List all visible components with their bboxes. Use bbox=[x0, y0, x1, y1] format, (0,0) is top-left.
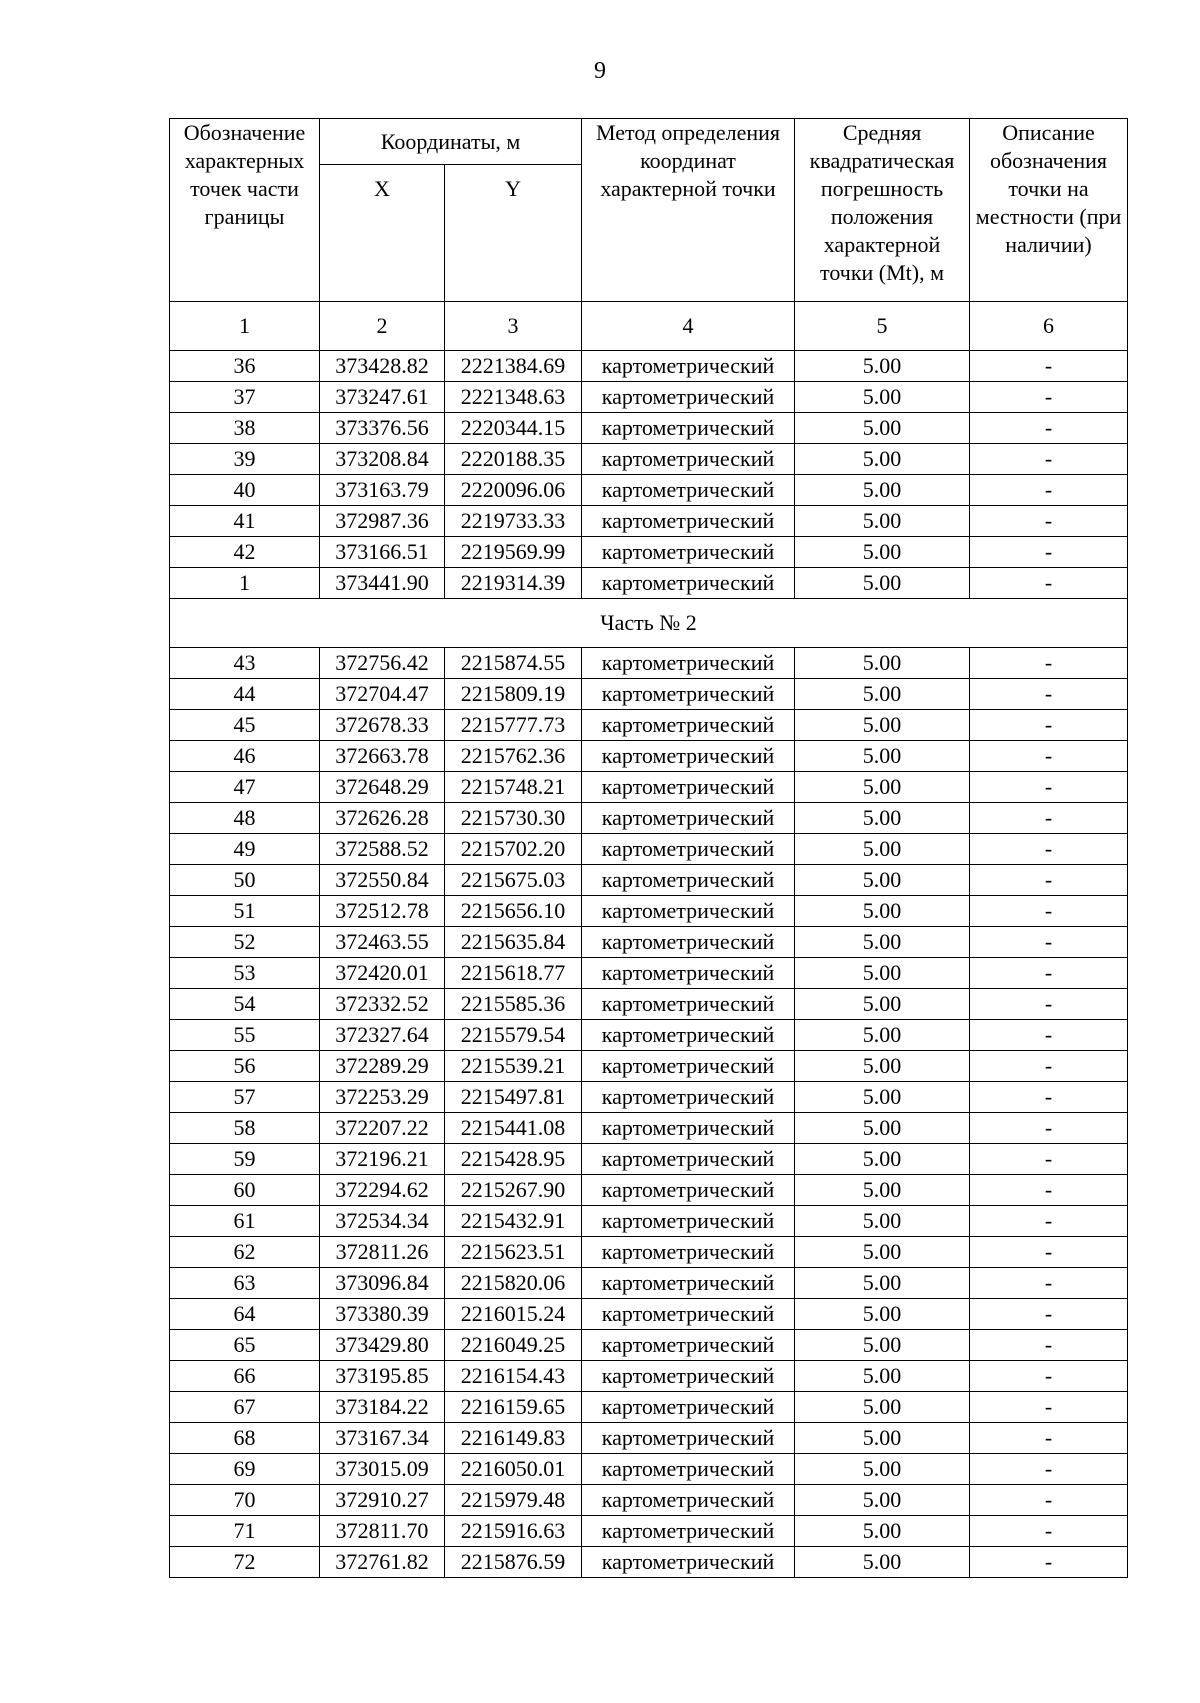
description-cell: - bbox=[970, 1082, 1128, 1113]
error-cell: 5.00 bbox=[795, 475, 970, 506]
method-cell: картометрический bbox=[582, 1361, 795, 1392]
error-cell: 5.00 bbox=[795, 1051, 970, 1082]
description-cell: - bbox=[970, 1516, 1128, 1547]
point-number-cell: 52 bbox=[170, 927, 320, 958]
method-cell: картометрический bbox=[582, 710, 795, 741]
y-coordinate-cell: 2220344.15 bbox=[445, 413, 582, 444]
point-number-cell: 56 bbox=[170, 1051, 320, 1082]
x-coordinate-cell: 372534.34 bbox=[320, 1206, 445, 1237]
table-row bbox=[170, 568, 1128, 599]
error-cell: 5.00 bbox=[795, 506, 970, 537]
point-number-cell: 43 bbox=[170, 648, 320, 679]
description-cell: - bbox=[970, 537, 1128, 568]
x-coordinate-cell: 372663.78 bbox=[320, 741, 445, 772]
x-coordinate-cell: 372756.42 bbox=[320, 648, 445, 679]
table-row bbox=[170, 1268, 1128, 1299]
x-coordinate-cell: 372196.21 bbox=[320, 1144, 445, 1175]
table-row bbox=[170, 537, 1128, 568]
method-cell: картометрический bbox=[582, 803, 795, 834]
table-row bbox=[170, 1051, 1128, 1082]
x-coordinate-cell: 372207.22 bbox=[320, 1113, 445, 1144]
table-row bbox=[170, 1144, 1128, 1175]
x-coordinate-cell: 373208.84 bbox=[320, 444, 445, 475]
table-row bbox=[170, 648, 1128, 679]
error-cell: 5.00 bbox=[795, 1020, 970, 1051]
header-description: Описание обозначения точки на местности (при наличии) bbox=[970, 119, 1128, 302]
point-number-cell: 1 bbox=[170, 568, 320, 599]
y-coordinate-cell: 2215762.36 bbox=[445, 741, 582, 772]
error-cell: 5.00 bbox=[795, 1268, 970, 1299]
description-cell: - bbox=[970, 710, 1128, 741]
description-cell: - bbox=[970, 1268, 1128, 1299]
description-cell: - bbox=[970, 865, 1128, 896]
point-number-cell: 62 bbox=[170, 1237, 320, 1268]
description-cell: - bbox=[970, 834, 1128, 865]
y-coordinate-cell: 2216050.01 bbox=[445, 1454, 582, 1485]
header-coordinates: Координаты, м bbox=[320, 119, 582, 165]
description-cell: - bbox=[970, 803, 1128, 834]
description-cell: - bbox=[970, 958, 1128, 989]
table-row bbox=[170, 679, 1128, 710]
method-cell: картометрический bbox=[582, 413, 795, 444]
table-row bbox=[170, 1454, 1128, 1485]
y-coordinate-cell: 2215585.36 bbox=[445, 989, 582, 1020]
x-coordinate-cell: 372811.70 bbox=[320, 1516, 445, 1547]
y-coordinate-cell: 2215432.91 bbox=[445, 1206, 582, 1237]
description-cell: - bbox=[970, 772, 1128, 803]
error-cell: 5.00 bbox=[795, 989, 970, 1020]
point-number-cell: 63 bbox=[170, 1268, 320, 1299]
point-number-cell: 42 bbox=[170, 537, 320, 568]
description-cell: - bbox=[970, 506, 1128, 537]
y-coordinate-cell: 2215777.73 bbox=[445, 710, 582, 741]
method-cell: картометрический bbox=[582, 1020, 795, 1051]
table-row bbox=[170, 1206, 1128, 1237]
y-coordinate-cell: 2215497.81 bbox=[445, 1082, 582, 1113]
method-cell: картометрический bbox=[582, 958, 795, 989]
y-coordinate-cell: 2221348.63 bbox=[445, 382, 582, 413]
error-cell: 5.00 bbox=[795, 1423, 970, 1454]
description-cell: - bbox=[970, 648, 1128, 679]
point-number-cell: 44 bbox=[170, 679, 320, 710]
method-cell: картометрический bbox=[582, 1082, 795, 1113]
point-number-cell: 67 bbox=[170, 1392, 320, 1423]
method-cell: картометрический bbox=[582, 506, 795, 537]
table-row bbox=[170, 1547, 1128, 1578]
error-cell: 5.00 bbox=[795, 648, 970, 679]
method-cell: картометрический bbox=[582, 1268, 795, 1299]
error-cell: 5.00 bbox=[795, 1299, 970, 1330]
y-coordinate-cell: 2215635.84 bbox=[445, 927, 582, 958]
method-cell: картометрический bbox=[582, 568, 795, 599]
point-number-cell: 61 bbox=[170, 1206, 320, 1237]
section-row bbox=[170, 599, 1128, 648]
y-coordinate-cell: 2215441.08 bbox=[445, 1113, 582, 1144]
description-cell: - bbox=[970, 1175, 1128, 1206]
point-number-cell: 64 bbox=[170, 1299, 320, 1330]
y-coordinate-cell: 2215979.48 bbox=[445, 1485, 582, 1516]
table-row bbox=[170, 1299, 1128, 1330]
y-coordinate-cell: 2215916.63 bbox=[445, 1516, 582, 1547]
error-cell: 5.00 bbox=[795, 710, 970, 741]
x-coordinate-cell: 372678.33 bbox=[320, 710, 445, 741]
point-number-cell: 39 bbox=[170, 444, 320, 475]
table-row bbox=[170, 1175, 1128, 1206]
y-coordinate-cell: 2219314.39 bbox=[445, 568, 582, 599]
method-cell: картометрический bbox=[582, 351, 795, 382]
method-cell: картометрический bbox=[582, 741, 795, 772]
error-cell: 5.00 bbox=[795, 741, 970, 772]
x-coordinate-cell: 372294.62 bbox=[320, 1175, 445, 1206]
y-coordinate-cell: 2215702.20 bbox=[445, 834, 582, 865]
table-row bbox=[170, 834, 1128, 865]
error-cell: 5.00 bbox=[795, 1485, 970, 1516]
y-coordinate-cell: 2216149.83 bbox=[445, 1423, 582, 1454]
point-number-cell: 70 bbox=[170, 1485, 320, 1516]
table-row bbox=[170, 741, 1128, 772]
error-cell: 5.00 bbox=[795, 1144, 970, 1175]
x-coordinate-cell: 373380.39 bbox=[320, 1299, 445, 1330]
table-row bbox=[170, 989, 1128, 1020]
method-cell: картометрический bbox=[582, 537, 795, 568]
header-point: Обозначение характерных точек части границы bbox=[170, 119, 320, 302]
table-row bbox=[170, 1485, 1128, 1516]
point-number-cell: 72 bbox=[170, 1547, 320, 1578]
error-cell: 5.00 bbox=[795, 803, 970, 834]
y-coordinate-cell: 2220188.35 bbox=[445, 444, 582, 475]
table-row bbox=[170, 1082, 1128, 1113]
table-row bbox=[170, 1361, 1128, 1392]
point-number-cell: 46 bbox=[170, 741, 320, 772]
method-cell: картометрический bbox=[582, 1423, 795, 1454]
y-coordinate-cell: 2215730.30 bbox=[445, 803, 582, 834]
y-coordinate-cell: 2215623.51 bbox=[445, 1237, 582, 1268]
table-row bbox=[170, 351, 1128, 382]
y-coordinate-cell: 2215874.55 bbox=[445, 648, 582, 679]
description-cell: - bbox=[970, 382, 1128, 413]
x-coordinate-cell: 372289.29 bbox=[320, 1051, 445, 1082]
coordinates-table bbox=[169, 118, 1128, 1578]
table-row bbox=[170, 772, 1128, 803]
point-number-cell: 71 bbox=[170, 1516, 320, 1547]
error-cell: 5.00 bbox=[795, 1175, 970, 1206]
method-cell: картометрический bbox=[582, 475, 795, 506]
table-row bbox=[170, 865, 1128, 896]
description-cell: - bbox=[970, 1330, 1128, 1361]
description-cell: - bbox=[970, 989, 1128, 1020]
error-cell: 5.00 bbox=[795, 1392, 970, 1423]
description-cell: - bbox=[970, 1144, 1128, 1175]
method-cell: картометрический bbox=[582, 1330, 795, 1361]
x-coordinate-cell: 373015.09 bbox=[320, 1454, 445, 1485]
description-cell: - bbox=[970, 679, 1128, 710]
method-cell: картометрический bbox=[582, 865, 795, 896]
description-cell: - bbox=[970, 1020, 1128, 1051]
description-cell: - bbox=[970, 1454, 1128, 1485]
x-coordinate-cell: 373428.82 bbox=[320, 351, 445, 382]
description-cell: - bbox=[970, 1361, 1128, 1392]
table-row bbox=[170, 444, 1128, 475]
point-number-cell: 54 bbox=[170, 989, 320, 1020]
description-cell: - bbox=[970, 444, 1128, 475]
point-number-cell: 41 bbox=[170, 506, 320, 537]
column-number-row bbox=[170, 302, 1128, 351]
point-number-cell: 65 bbox=[170, 1330, 320, 1361]
description-cell: - bbox=[970, 1113, 1128, 1144]
error-cell: 5.00 bbox=[795, 865, 970, 896]
method-cell: картометрический bbox=[582, 1175, 795, 1206]
error-cell: 5.00 bbox=[795, 772, 970, 803]
point-number-cell: 58 bbox=[170, 1113, 320, 1144]
table-row bbox=[170, 1392, 1128, 1423]
x-coordinate-cell: 373376.56 bbox=[320, 413, 445, 444]
column-number: 1 bbox=[170, 302, 320, 351]
y-coordinate-cell: 2215675.03 bbox=[445, 865, 582, 896]
method-cell: картометрический bbox=[582, 1113, 795, 1144]
y-coordinate-cell: 2215809.19 bbox=[445, 679, 582, 710]
error-cell: 5.00 bbox=[795, 537, 970, 568]
x-coordinate-cell: 372327.64 bbox=[320, 1020, 445, 1051]
y-coordinate-cell: 2215618.77 bbox=[445, 958, 582, 989]
x-coordinate-cell: 372420.01 bbox=[320, 958, 445, 989]
x-coordinate-cell: 372811.26 bbox=[320, 1237, 445, 1268]
error-cell: 5.00 bbox=[795, 679, 970, 710]
description-cell: - bbox=[970, 1423, 1128, 1454]
error-cell: 5.00 bbox=[795, 1206, 970, 1237]
header-method: Метод определения координат характерной точки bbox=[582, 119, 795, 302]
header-error: Средняя квадратическая погрешность положения характерной точки (Mt), м bbox=[795, 119, 970, 302]
description-cell: - bbox=[970, 1485, 1128, 1516]
x-coordinate-cell: 372253.29 bbox=[320, 1082, 445, 1113]
table-row bbox=[170, 1516, 1128, 1547]
point-number-cell: 68 bbox=[170, 1423, 320, 1454]
table-body bbox=[170, 302, 1128, 1578]
x-coordinate-cell: 372588.52 bbox=[320, 834, 445, 865]
description-cell: - bbox=[970, 1237, 1128, 1268]
description-cell: - bbox=[970, 1392, 1128, 1423]
method-cell: картометрический bbox=[582, 1051, 795, 1082]
x-coordinate-cell: 373163.79 bbox=[320, 475, 445, 506]
method-cell: картометрический bbox=[582, 772, 795, 803]
point-number-cell: 55 bbox=[170, 1020, 320, 1051]
table-row bbox=[170, 382, 1128, 413]
y-coordinate-cell: 2215876.59 bbox=[445, 1547, 582, 1578]
error-cell: 5.00 bbox=[795, 1454, 970, 1485]
y-coordinate-cell: 2216154.43 bbox=[445, 1361, 582, 1392]
point-number-cell: 38 bbox=[170, 413, 320, 444]
point-number-cell: 60 bbox=[170, 1175, 320, 1206]
table-row bbox=[170, 1423, 1128, 1454]
column-number: 6 bbox=[970, 302, 1128, 351]
method-cell: картометрический bbox=[582, 896, 795, 927]
method-cell: картометрический bbox=[582, 1144, 795, 1175]
column-number: 4 bbox=[582, 302, 795, 351]
error-cell: 5.00 bbox=[795, 382, 970, 413]
y-coordinate-cell: 2220096.06 bbox=[445, 475, 582, 506]
description-cell: - bbox=[970, 568, 1128, 599]
error-cell: 5.00 bbox=[795, 413, 970, 444]
x-coordinate-cell: 373184.22 bbox=[320, 1392, 445, 1423]
x-coordinate-cell: 372910.27 bbox=[320, 1485, 445, 1516]
method-cell: картометрический bbox=[582, 1485, 795, 1516]
table-row bbox=[170, 475, 1128, 506]
method-cell: картометрический bbox=[582, 648, 795, 679]
point-number-cell: 48 bbox=[170, 803, 320, 834]
page-number: 9 bbox=[594, 58, 606, 84]
description-cell: - bbox=[970, 475, 1128, 506]
y-coordinate-cell: 2219733.33 bbox=[445, 506, 582, 537]
y-coordinate-cell: 2219569.99 bbox=[445, 537, 582, 568]
header-x: X bbox=[320, 165, 445, 302]
y-coordinate-cell: 2215539.21 bbox=[445, 1051, 582, 1082]
x-coordinate-cell: 373195.85 bbox=[320, 1361, 445, 1392]
x-coordinate-cell: 372987.36 bbox=[320, 506, 445, 537]
error-cell: 5.00 bbox=[795, 444, 970, 475]
point-number-cell: 59 bbox=[170, 1144, 320, 1175]
method-cell: картометрический bbox=[582, 382, 795, 413]
y-coordinate-cell: 2215820.06 bbox=[445, 1268, 582, 1299]
error-cell: 5.00 bbox=[795, 1113, 970, 1144]
x-coordinate-cell: 373247.61 bbox=[320, 382, 445, 413]
error-cell: 5.00 bbox=[795, 1330, 970, 1361]
table-row bbox=[170, 710, 1128, 741]
x-coordinate-cell: 372761.82 bbox=[320, 1547, 445, 1578]
method-cell: картометрический bbox=[582, 1206, 795, 1237]
x-coordinate-cell: 373441.90 bbox=[320, 568, 445, 599]
x-coordinate-cell: 373166.51 bbox=[320, 537, 445, 568]
header-y: Y bbox=[445, 165, 582, 302]
x-coordinate-cell: 373096.84 bbox=[320, 1268, 445, 1299]
error-cell: 5.00 bbox=[795, 1361, 970, 1392]
point-number-cell: 69 bbox=[170, 1454, 320, 1485]
error-cell: 5.00 bbox=[795, 351, 970, 382]
error-cell: 5.00 bbox=[795, 568, 970, 599]
error-cell: 5.00 bbox=[795, 958, 970, 989]
method-cell: картометрический bbox=[582, 679, 795, 710]
description-cell: - bbox=[970, 351, 1128, 382]
description-cell: - bbox=[970, 1547, 1128, 1578]
point-number-cell: 49 bbox=[170, 834, 320, 865]
column-number: 2 bbox=[320, 302, 445, 351]
y-coordinate-cell: 2215428.95 bbox=[445, 1144, 582, 1175]
column-number: 5 bbox=[795, 302, 970, 351]
x-coordinate-cell: 372332.52 bbox=[320, 989, 445, 1020]
table-row bbox=[170, 1330, 1128, 1361]
table-row bbox=[170, 803, 1128, 834]
x-coordinate-cell: 372550.84 bbox=[320, 865, 445, 896]
point-number-cell: 66 bbox=[170, 1361, 320, 1392]
point-number-cell: 51 bbox=[170, 896, 320, 927]
x-coordinate-cell: 373167.34 bbox=[320, 1423, 445, 1454]
method-cell: картометрический bbox=[582, 989, 795, 1020]
x-coordinate-cell: 372626.28 bbox=[320, 803, 445, 834]
method-cell: картометрический bbox=[582, 1299, 795, 1330]
y-coordinate-cell: 2216159.65 bbox=[445, 1392, 582, 1423]
point-number-cell: 57 bbox=[170, 1082, 320, 1113]
table-row bbox=[170, 1237, 1128, 1268]
table-row bbox=[170, 958, 1128, 989]
y-coordinate-cell: 2216049.25 bbox=[445, 1330, 582, 1361]
error-cell: 5.00 bbox=[795, 1516, 970, 1547]
y-coordinate-cell: 2221384.69 bbox=[445, 351, 582, 382]
method-cell: картометрический bbox=[582, 1547, 795, 1578]
error-cell: 5.00 bbox=[795, 1547, 970, 1578]
y-coordinate-cell: 2215579.54 bbox=[445, 1020, 582, 1051]
point-number-cell: 47 bbox=[170, 772, 320, 803]
x-coordinate-cell: 372463.55 bbox=[320, 927, 445, 958]
description-cell: - bbox=[970, 1206, 1128, 1237]
x-coordinate-cell: 372704.47 bbox=[320, 679, 445, 710]
table-row bbox=[170, 413, 1128, 444]
description-cell: - bbox=[970, 741, 1128, 772]
y-coordinate-cell: 2216015.24 bbox=[445, 1299, 582, 1330]
point-number-cell: 40 bbox=[170, 475, 320, 506]
y-coordinate-cell: 2215748.21 bbox=[445, 772, 582, 803]
table-row bbox=[170, 896, 1128, 927]
description-cell: - bbox=[970, 1051, 1128, 1082]
description-cell: - bbox=[970, 927, 1128, 958]
method-cell: картометрический bbox=[582, 927, 795, 958]
error-cell: 5.00 bbox=[795, 834, 970, 865]
y-coordinate-cell: 2215656.10 bbox=[445, 896, 582, 927]
description-cell: - bbox=[970, 413, 1128, 444]
x-coordinate-cell: 373429.80 bbox=[320, 1330, 445, 1361]
point-number-cell: 45 bbox=[170, 710, 320, 741]
section-title: Часть № 2 bbox=[170, 599, 1128, 648]
error-cell: 5.00 bbox=[795, 896, 970, 927]
x-coordinate-cell: 372512.78 bbox=[320, 896, 445, 927]
description-cell: - bbox=[970, 896, 1128, 927]
method-cell: картометрический bbox=[582, 834, 795, 865]
table-row bbox=[170, 1020, 1128, 1051]
method-cell: картометрический bbox=[582, 1392, 795, 1423]
column-number: 3 bbox=[445, 302, 582, 351]
y-coordinate-cell: 2215267.90 bbox=[445, 1175, 582, 1206]
point-number-cell: 37 bbox=[170, 382, 320, 413]
point-number-cell: 53 bbox=[170, 958, 320, 989]
method-cell: картометрический bbox=[582, 444, 795, 475]
table-row bbox=[170, 1113, 1128, 1144]
point-number-cell: 50 bbox=[170, 865, 320, 896]
error-cell: 5.00 bbox=[795, 1237, 970, 1268]
error-cell: 5.00 bbox=[795, 1082, 970, 1113]
error-cell: 5.00 bbox=[795, 927, 970, 958]
x-coordinate-cell: 372648.29 bbox=[320, 772, 445, 803]
point-number-cell: 36 bbox=[170, 351, 320, 382]
description-cell: - bbox=[970, 1299, 1128, 1330]
table-row bbox=[170, 927, 1128, 958]
method-cell: картометрический bbox=[582, 1516, 795, 1547]
table-row bbox=[170, 506, 1128, 537]
method-cell: картометрический bbox=[582, 1237, 795, 1268]
method-cell: картометрический bbox=[582, 1454, 795, 1485]
